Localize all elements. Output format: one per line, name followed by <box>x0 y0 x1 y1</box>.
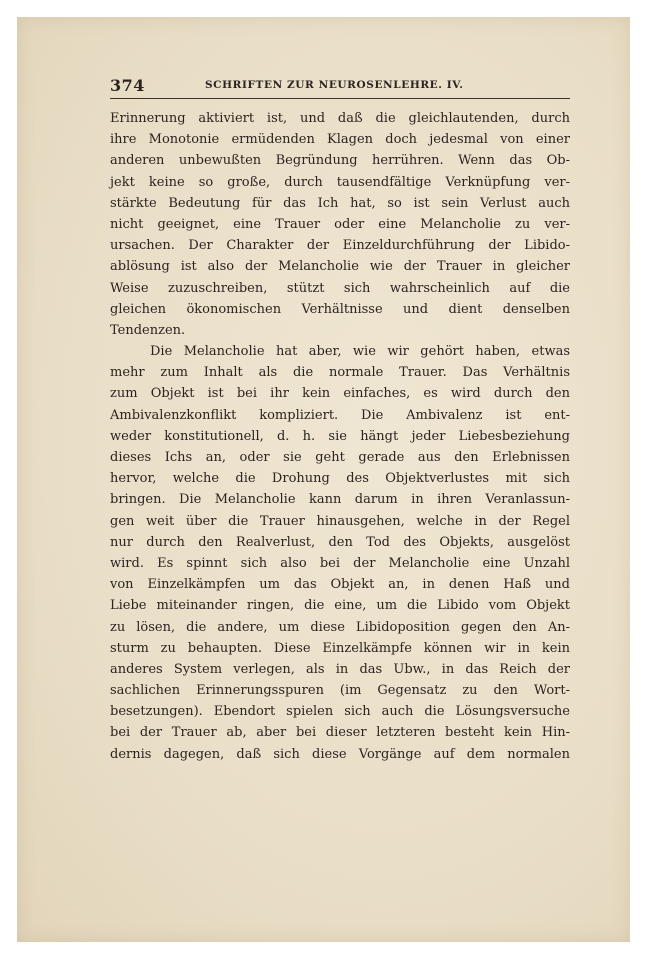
page-header <box>110 76 570 99</box>
text-line: ihre Monotonie ermüdenden Klagen doch jedesmal von einer <box>110 132 570 148</box>
text-line: anderes System verlegen, als in das Ubw., in das Reich der <box>110 661 570 677</box>
text-line: mehr zum Inhalt als die normale Trauer. Das Verhältnis <box>110 365 570 381</box>
text-line: hervor, welche die Drohung des Objektverlustes mit sich <box>110 471 570 487</box>
text-line: ablösung ist also der Melancholie wie der Trauer in gleicher <box>110 259 570 275</box>
text-line: wird. Es spinnt sich also bei der Melancholie eine Unzahl <box>110 555 570 571</box>
text-line: jekt keine so große, durch tausendfältige Verknüpfung ver- <box>110 174 570 190</box>
text-line: bringen. Die Melancholie kann darum in ihren Veranlassun- <box>110 492 570 508</box>
text-line: gleichen ökonomischen Verhältnisse und dient denselben <box>110 301 570 317</box>
text-line: nicht geeignet, eine Trauer oder eine Melancholie zu ver- <box>110 216 570 232</box>
text-line: anderen unbewußten Begründung herrühren. Wenn das Ob- <box>110 153 570 169</box>
text-line: stärkte Bedeutung für das Ich hat, so ist sein Verlust auch <box>110 195 570 211</box>
paragraph-2 <box>110 341 570 765</box>
body-text <box>110 108 570 765</box>
text-line: Weise zuzuschreiben, stützt sich wahrscheinlich auf die <box>110 280 570 296</box>
running-head: SCHRIFTEN ZUR NEUROSENLEHRE. IV. <box>205 79 464 91</box>
text-line: von Einzelkämpfen um das Objekt an, in denen Haß und <box>110 577 570 593</box>
text-line: ursachen. Der Charakter der Einzeldurchführung der Libido- <box>110 238 570 254</box>
text-line: nur durch den Realverlust, den Tod des Objekts, ausgelöst <box>110 534 570 550</box>
text-line: Ambivalenzkonflikt kompliziert. Die Ambivalenz ist ent- <box>110 407 570 423</box>
text-line: bei der Trauer ab, aber bei dieser letzteren besteht kein Hin- <box>110 725 570 741</box>
text-line: gen weit über die Trauer hinausgehen, welche in der Regel <box>110 513 570 529</box>
text-line: zum Objekt ist bei ihr kein einfaches, es wird durch den <box>110 386 570 402</box>
text-line: besetzungen). Ebendort spielen sich auch die Lösungsversuche <box>110 704 570 720</box>
text-line: Liebe miteinander ringen, die eine, um die Libido vom Objekt <box>110 598 570 614</box>
text-line: sturm zu behaupten. Diese Einzelkämpfe können wir in kein <box>110 640 570 656</box>
text-line: dieses Ichs an, oder sie geht gerade aus den Erlebnissen <box>110 450 570 465</box>
text-line: Tendenzen. <box>110 322 186 338</box>
text-line: weder konstitutionell, d. h. sie hängt jeder Liebesbeziehung <box>110 428 570 444</box>
text-line: Die Melancholie hat aber, wie wir gehört haben, etwas <box>150 344 570 360</box>
text-line: Erinnerung aktiviert ist, und daß die gleichlautenden, durch <box>110 111 570 126</box>
text-line: zu lösen, die andere, um diese Libidoposition gegen den An- <box>110 619 570 635</box>
text-line: dernis dagegen, daß sich diese Vorgänge auf dem normalen <box>110 746 570 762</box>
page-number: 374 <box>110 76 145 95</box>
paragraph-1 <box>110 108 570 341</box>
text-line: sachlichen Erinnerungsspuren (im Gegensatz zu den Wort- <box>110 683 570 699</box>
